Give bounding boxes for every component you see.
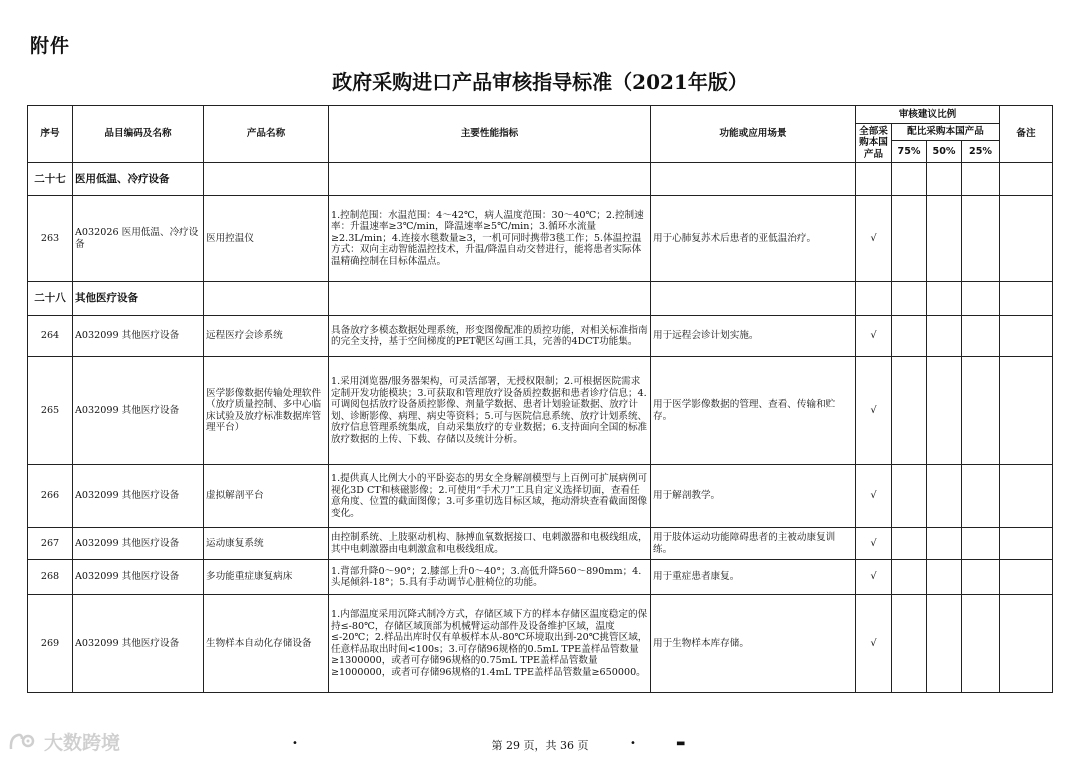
- scan-dot: •: [630, 738, 636, 749]
- row-seq: 266: [28, 465, 73, 528]
- row-75-cell: [892, 316, 927, 357]
- row-performance: 1.背部升降0～90°；2.膝部上升0～40°；3.高低升降560～890mm；4.头尾倾斜-18°；5.具有手动调节心脏椅位的功能。: [329, 560, 651, 595]
- row-scenario: 用于远程会诊计划实施。: [651, 316, 856, 357]
- row-full-domestic-check: √: [856, 465, 892, 528]
- row-remark: [1000, 196, 1053, 282]
- table-row: [28, 316, 1053, 357]
- row-performance: 由控制系统、上肢驱动机构、脉搏血氧数据接口、电刺激器和电极线组成，其中电刺激器由电刺激盒和电极线组成。: [329, 528, 651, 560]
- row-scenario: 用于心肺复苏术后患者的亚低温治疗。: [651, 196, 856, 282]
- document-title: 政府采购进口产品审核指导标准（2021年版）: [332, 70, 748, 94]
- empty-cell: [856, 163, 892, 196]
- row-50-cell: [927, 196, 962, 282]
- row-product-name: 生物样本自动化存储设备: [204, 595, 329, 693]
- empty-cell: [329, 163, 651, 196]
- header-75: 75%: [892, 141, 927, 163]
- row-25-cell: [962, 357, 1000, 465]
- scan-dot: ▬: [676, 738, 686, 749]
- row-remark: [1000, 560, 1053, 595]
- attachment-label: 附件: [30, 35, 71, 57]
- row-25-cell: [962, 595, 1000, 693]
- row-product-name: 远程医疗会诊系统: [204, 316, 329, 357]
- header-seq: 序号: [28, 106, 73, 163]
- row-category: A032099 其他医疗设备: [73, 316, 204, 357]
- row-scenario: 用于生物样本库存储。: [651, 595, 856, 693]
- table-row: [28, 528, 1053, 560]
- row-category: A032099 其他医疗设备: [73, 528, 204, 560]
- header-ratio-domestic: 配比采购本国产品: [892, 124, 1000, 141]
- row-50-cell: [927, 465, 962, 528]
- empty-cell: [1000, 163, 1053, 196]
- section-number: 二十七: [28, 163, 73, 196]
- row-scenario: 用于重症患者康复。: [651, 560, 856, 595]
- watermark-logo-icon: [8, 731, 38, 753]
- empty-cell: [1000, 282, 1053, 316]
- row-category: A032099 其他医疗设备: [73, 357, 204, 465]
- watermark: [8, 728, 120, 755]
- row-category: A032099 其他医疗设备: [73, 560, 204, 595]
- empty-cell: [651, 163, 856, 196]
- row-scenario: 用于肢体运动功能障碍患者的主被动康复训练。: [651, 528, 856, 560]
- row-remark: [1000, 595, 1053, 693]
- row-scenario: 用于解剖教学。: [651, 465, 856, 528]
- empty-cell: [927, 163, 962, 196]
- table-row: [28, 560, 1053, 595]
- row-50-cell: [927, 595, 962, 693]
- header-full-domestic: 全部采购本国产品: [856, 124, 892, 163]
- row-25-cell: [962, 560, 1000, 595]
- empty-cell: [651, 282, 856, 316]
- row-50-cell: [927, 528, 962, 560]
- empty-cell: [329, 282, 651, 316]
- row-product-name: 医学影像数据传输处理软件（放疗质量控制、多中心临床试验及放疗标准数据库管理平台）: [204, 357, 329, 465]
- row-full-domestic-check: √: [856, 196, 892, 282]
- row-seq: 263: [28, 196, 73, 282]
- empty-cell: [962, 282, 1000, 316]
- row-category: A032099 其他医疗设备: [73, 465, 204, 528]
- section-row: [28, 282, 1053, 316]
- row-full-domestic-check: √: [856, 595, 892, 693]
- header-performance: 主要性能指标: [329, 106, 651, 163]
- row-performance: 1.采用浏览器/服务器架构，可灵活部署，无授权限制；2.可根据医院需求定制开发功能模块；3.可获取和管理放疗设备质控数据和患者诊疗信息；4.可调阅包括放疗设备质控影像、剂量学数据、患者计划验证数据、放疗计划、诊断影像、病理、病史等资料；5.可与医院信息系统、放疗计划系统、放疗信息管理系统集成，自动采集放疗的专业数据；6.支持面向全国的标准放疗数据的上传、下载、存储以及统计分析。: [329, 357, 651, 465]
- empty-cell: [204, 163, 329, 196]
- empty-cell: [204, 282, 329, 316]
- row-performance: 1.控制范围：水温范围：4～42℃，病人温度范围：30～40℃；2.控制速率：升温速率≥3℃/min，降温速率≥5℃/min；3.循环水流量≥2.3L/min；4.连接水毯数量≥3，一机可同时携带3毯工作；5.体温控温方式：双向主动智能温控技术，升温/降温自动交替进行，能将患者实际体温精确控制在目标体温点。: [329, 196, 651, 282]
- row-seq: 264: [28, 316, 73, 357]
- section-name: 医用低温、冷疗设备: [73, 163, 204, 196]
- scan-dot: •: [292, 738, 298, 749]
- table-row: [28, 595, 1053, 693]
- watermark-text: 大数跨境: [44, 732, 121, 754]
- row-25-cell: [962, 528, 1000, 560]
- row-25-cell: [962, 465, 1000, 528]
- row-category: A032026 医用低温、冷疗设备: [73, 196, 204, 282]
- section-row: [28, 163, 1053, 196]
- section-number: 二十八: [28, 282, 73, 316]
- table-row: [28, 465, 1053, 528]
- row-75-cell: [892, 528, 927, 560]
- row-product-name: 运动康复系统: [204, 528, 329, 560]
- row-full-domestic-check: √: [856, 528, 892, 560]
- row-50-cell: [927, 560, 962, 595]
- header-audit-ratio: 审核建议比例: [856, 106, 1000, 124]
- empty-cell: [927, 282, 962, 316]
- table-row: [28, 196, 1053, 282]
- row-seq: 267: [28, 528, 73, 560]
- header-remark: 备注: [1000, 106, 1053, 163]
- row-full-domestic-check: √: [856, 316, 892, 357]
- row-performance: 具备放疗多模态数据处理系统，形变图像配准的质控功能，对相关标准指南的完全支持，基于空间梯度的PET靶区勾画工具，完善的4DCT功能集。: [329, 316, 651, 357]
- row-product-name: 医用控温仪: [204, 196, 329, 282]
- row-seq: 265: [28, 357, 73, 465]
- header-scenario: 功能或应用场景: [651, 106, 856, 163]
- row-50-cell: [927, 316, 962, 357]
- row-performance: 1.提供真人比例大小的平卧姿态的男女全身解剖模型与上百例可扩展病例可视化3D CT和核磁影像；2.可使用“手术刀”工具自定义选择切面，查看任意角度、位置的截面图像；3.可多重切选目标区域，拖动滑块查看截面图像变化。: [329, 465, 651, 528]
- empty-cell: [856, 282, 892, 316]
- header-50: 50%: [927, 141, 962, 163]
- row-75-cell: [892, 595, 927, 693]
- row-product-name: 虚拟解剖平台: [204, 465, 329, 528]
- row-75-cell: [892, 196, 927, 282]
- row-75-cell: [892, 465, 927, 528]
- row-25-cell: [962, 196, 1000, 282]
- row-scenario: 用于医学影像数据的管理、查看、传输和贮存。: [651, 357, 856, 465]
- row-full-domestic-check: √: [856, 357, 892, 465]
- empty-cell: [892, 282, 927, 316]
- row-product-name: 多功能重症康复病床: [204, 560, 329, 595]
- row-performance: 1.内部温度采用沉降式制冷方式，存储区域下方的样本存储区温度稳定的保持≤-80℃，存储区域顶部为机械臂运动部件及设备维护区域，温度≤-20℃；2.样品出库时仅有单板样本从-80℃环境取出到-20℃挑管区域，任意样品取出时间<100s；3.可存储96规格的0.5mL TPE盖样品管数量≥1300000，或者可存储96规格的0.75mL TPE盖样品管数量≥1000000，或者可存储96规格的1.4mL TPE盖样品管数量≥650000。: [329, 595, 651, 693]
- page-footer: 第 29 页，共 36 页: [491, 739, 589, 752]
- section-name: 其他医疗设备: [73, 282, 204, 316]
- standards-table: [27, 105, 1053, 693]
- row-seq: 268: [28, 560, 73, 595]
- row-remark: [1000, 357, 1053, 465]
- table-body: [28, 163, 1053, 693]
- row-seq: 269: [28, 595, 73, 693]
- row-75-cell: [892, 357, 927, 465]
- row-remark: [1000, 316, 1053, 357]
- header-25: 25%: [962, 141, 1000, 163]
- row-75-cell: [892, 560, 927, 595]
- row-25-cell: [962, 316, 1000, 357]
- row-full-domestic-check: √: [856, 560, 892, 595]
- row-category: A032099 其他医疗设备: [73, 595, 204, 693]
- row-remark: [1000, 465, 1053, 528]
- empty-cell: [892, 163, 927, 196]
- empty-cell: [962, 163, 1000, 196]
- header-product: 产品名称: [204, 106, 329, 163]
- row-50-cell: [927, 357, 962, 465]
- row-remark: [1000, 528, 1053, 560]
- header-category: 品目编码及名称: [73, 106, 204, 163]
- table-row: [28, 357, 1053, 465]
